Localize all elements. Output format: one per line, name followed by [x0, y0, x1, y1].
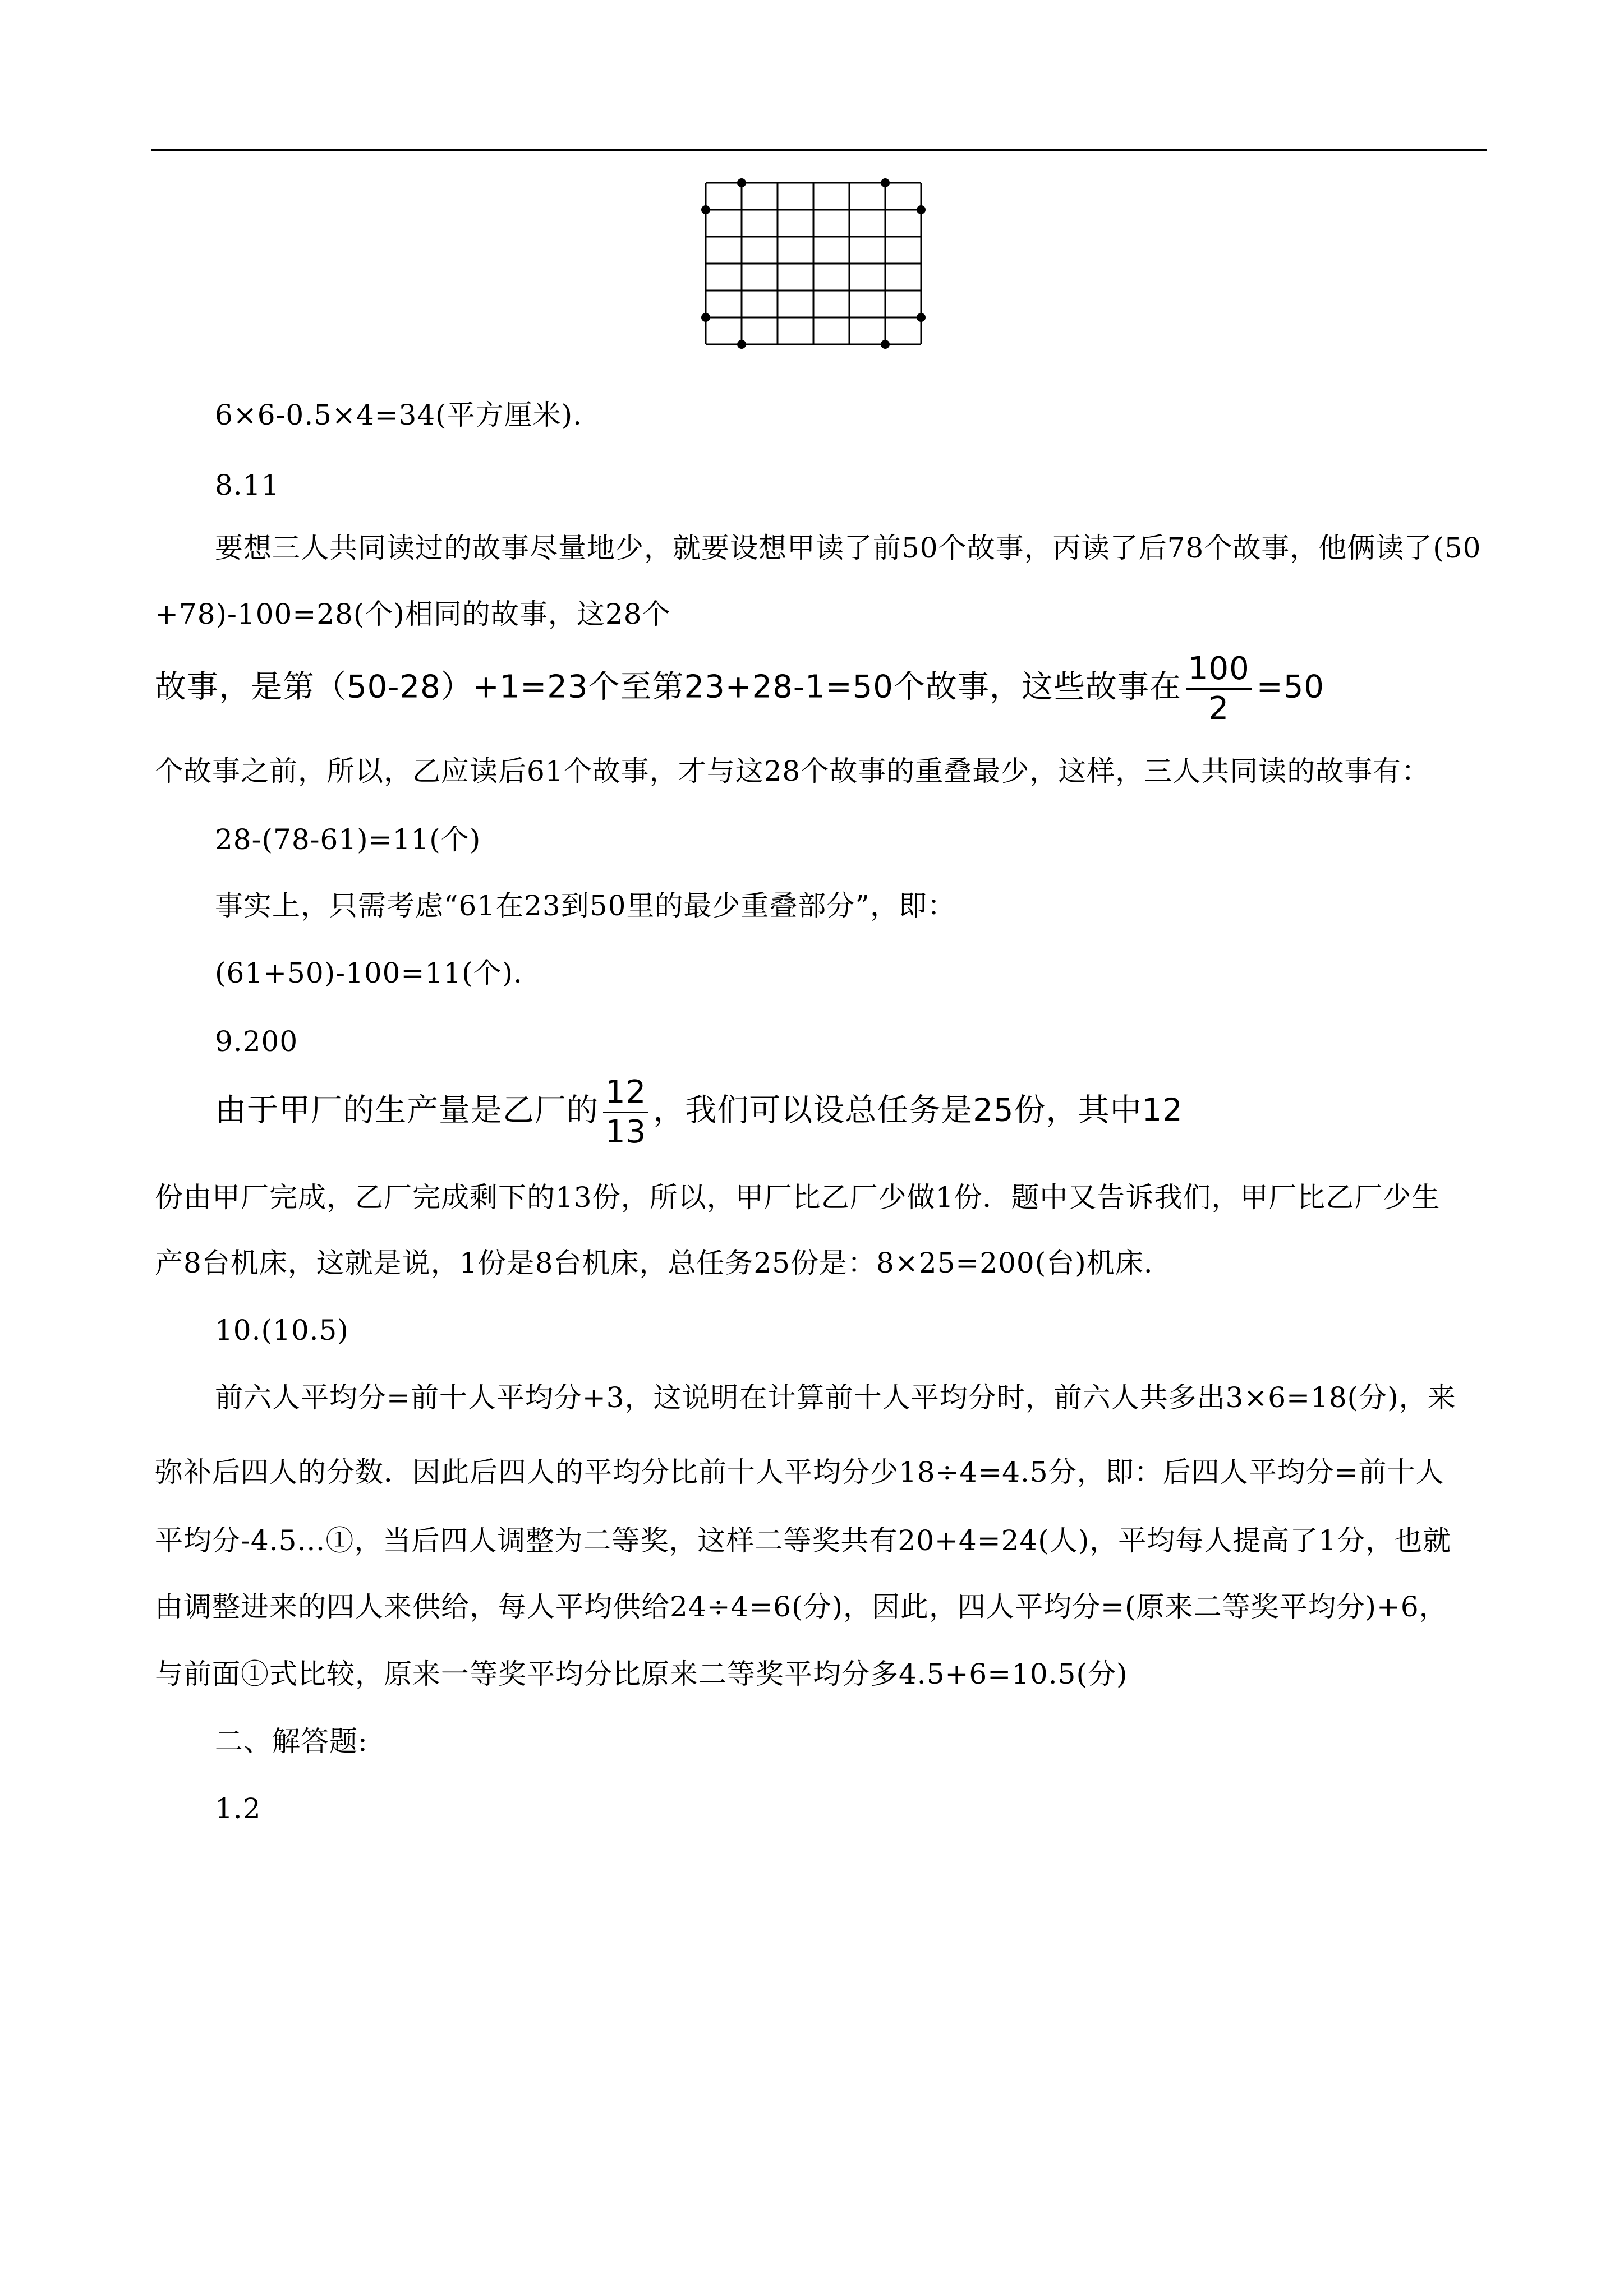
- answer-9: 9.200: [215, 1025, 298, 1058]
- fraction-12-over-13: [603, 1074, 648, 1150]
- grid-marked-point: [881, 178, 890, 187]
- formula-text: =50: [1256, 668, 1324, 706]
- text-line: 28-(78-61)=11(个): [215, 823, 481, 856]
- text-line: 要想三人共同读过的故事尽量地少，就要设想甲读了前50个故事，丙读了后78个故事，他俩读了(50: [215, 532, 1482, 564]
- text-line: 事实上，只需考虑“61在23到50里的最少重叠部分”，即：: [215, 889, 956, 922]
- formula-text: 由于甲厂的生产量是乙厂的: [215, 1092, 599, 1129]
- formula-line-stories: [155, 653, 1324, 725]
- formula-text: 故事，是第（50-28）+1=23个至第23+28-1=50个故事，这些故事在: [155, 668, 1181, 706]
- text-line: 与前面①式比较，原来一等奖平均分比原来二等奖平均分多4.5+6=10.5(分): [155, 1658, 1128, 1690]
- formula-line-factory: [215, 1074, 1183, 1150]
- grid-marked-point: [701, 205, 710, 214]
- answer-10: 10.(10.5): [215, 1314, 349, 1347]
- text-line: 前六人平均分=前十人平均分+3，这说明在计算前十人平均分时，前六人共多出3×6=18(分)，来: [215, 1381, 1456, 1414]
- text-line: 平均分-4.5…①，当后四人调整为二等奖，这样二等奖共有20+4=24(人)，平均每人提高了1分，也就: [155, 1524, 1452, 1557]
- text-line: 产8台机床，这就是说，1份是8台机床，总任务25份是：8×25=200(台)机床.: [155, 1247, 1153, 1279]
- text-line: +78)-100=28(个)相同的故事，这28个: [155, 598, 671, 630]
- text-line: 个故事之前，所以，乙应读后61个故事，才与这28个故事的重叠最少，这样，三人共同读的故事有：: [155, 755, 1430, 787]
- answer-1: 1.2: [215, 1792, 261, 1825]
- fraction-numerator: 12: [603, 1077, 648, 1113]
- text-line: 弥补后四人的分数．因此后四人的平均分比前十人平均分少18÷4=4.5分，即：后四人平均分=前十人: [155, 1456, 1444, 1488]
- formula-text: ，我们可以设总任务是25份，其中12: [653, 1092, 1183, 1129]
- section-heading: 二、解答题:: [215, 1725, 368, 1758]
- fraction-100-over-2: [1186, 653, 1252, 725]
- fraction-denominator: 13: [605, 1114, 647, 1150]
- header-rule: [151, 149, 1487, 151]
- grid-marked-point: [701, 313, 710, 322]
- fraction-numerator: 100: [1186, 653, 1252, 690]
- answer-8: 8.11: [215, 469, 280, 501]
- text-line: (61+50)-100=11(个).: [215, 957, 523, 989]
- grid-figure: [701, 178, 926, 352]
- grid-marked-point: [917, 205, 926, 214]
- grid-marked-point: [881, 340, 890, 349]
- text-line: 份由甲厂完成，乙厂完成剩下的13份，所以，甲厂比乙厂少做1份．题中又告诉我们，甲厂比乙厂少生: [155, 1181, 1441, 1214]
- grid-marked-point: [737, 340, 746, 349]
- grid-marked-point: [917, 313, 926, 322]
- grid-marked-point: [737, 178, 746, 187]
- text-line: 由调整进来的四人来供给，每人平均供给24÷4=6(分)，因此，四人平均分=(原来二等奖平均分)+6，: [155, 1590, 1448, 1623]
- fraction-denominator: 2: [1208, 690, 1230, 727]
- text-line-area-calc: 6×6-0.5×4=34(平方厘米).: [215, 399, 583, 431]
